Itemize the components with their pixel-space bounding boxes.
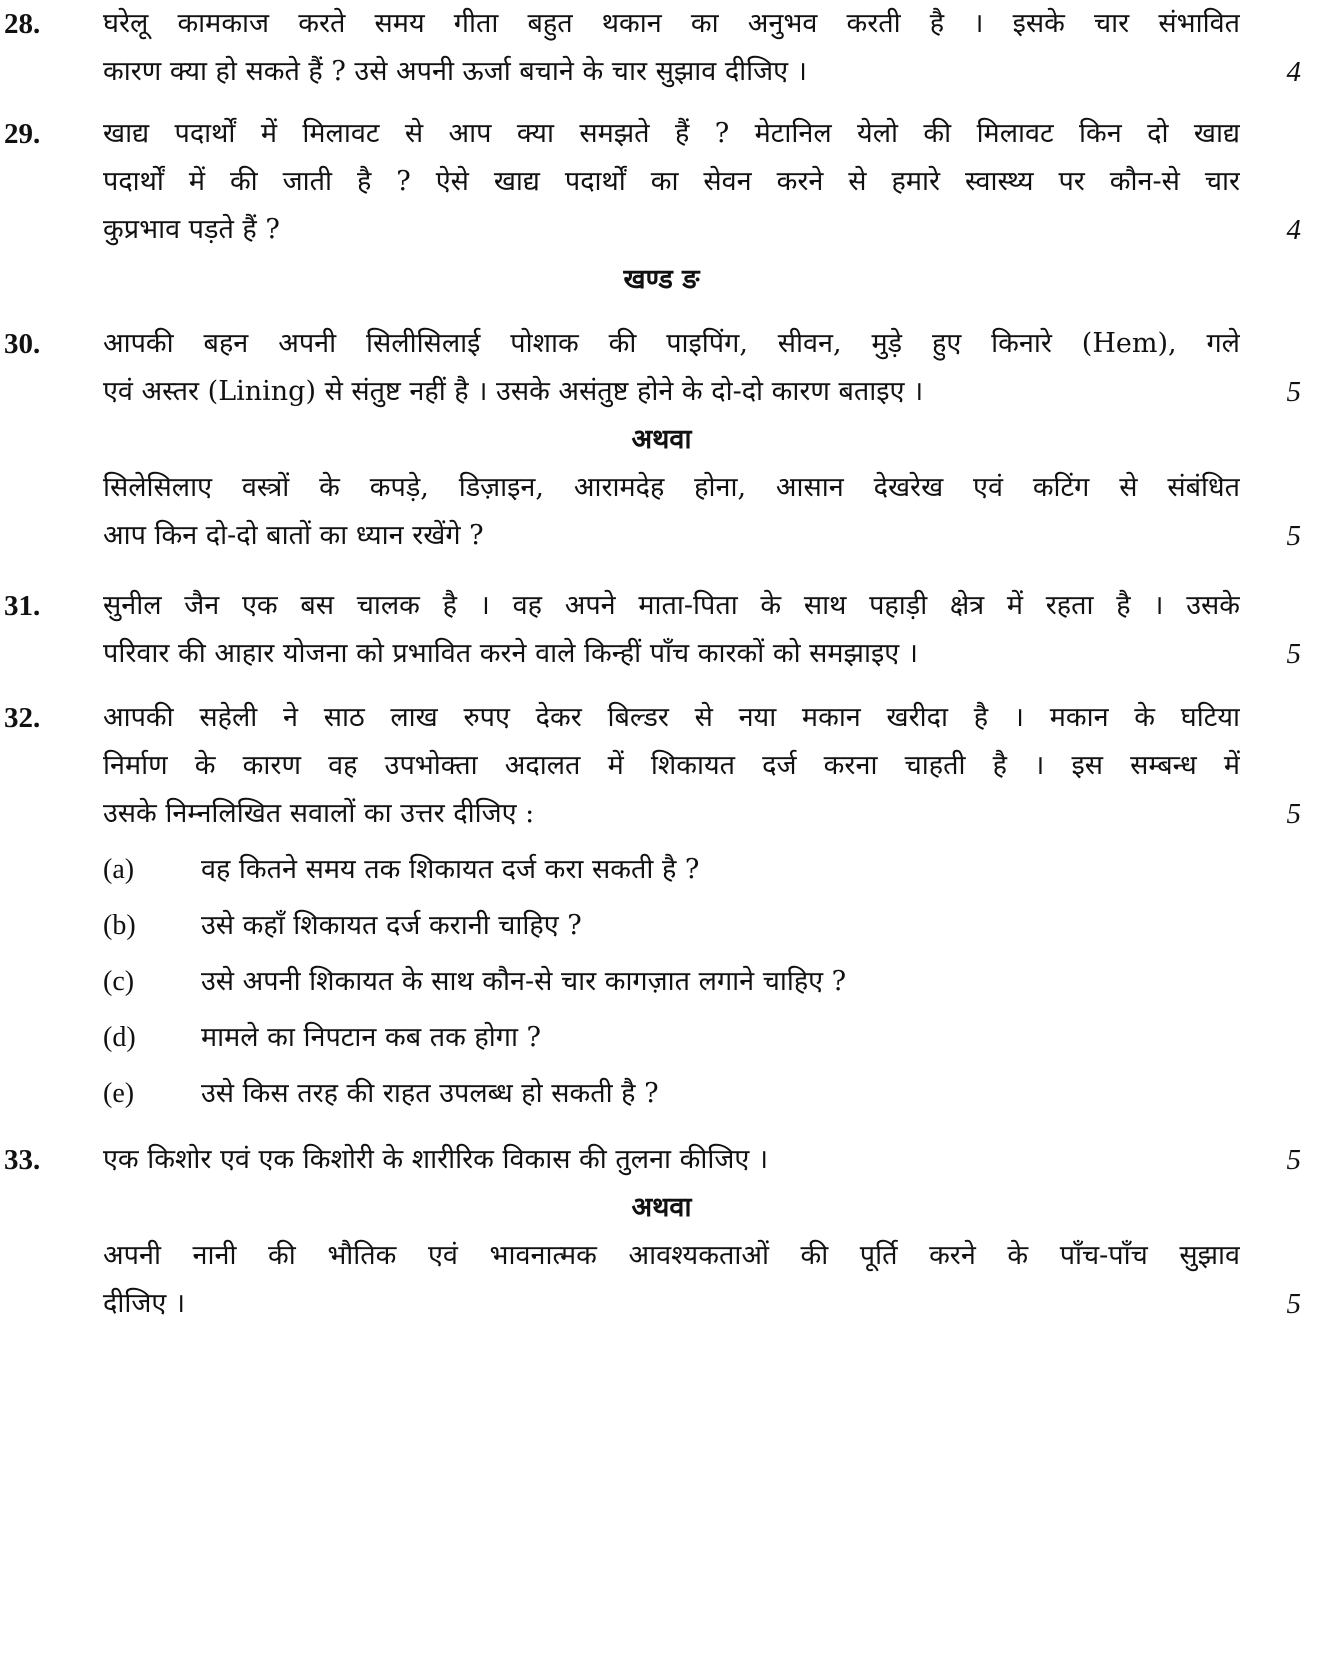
question-number: 30. (4, 328, 41, 360)
text-line: निर्माण के कारण वह उपभोक्ता अदालत में शिकायत दर्ज करना चाहती है । इस सम्बन्ध में (103, 750, 1240, 781)
subpart-text: मामले का निपटान कब तक होगा ? (201, 1022, 541, 1053)
or-label: अथवा (631, 1192, 692, 1223)
subpart-label: (e) (103, 1078, 135, 1109)
question-text (103, 694, 1240, 838)
text-line: खाद्य पदार्थों में मिलावट से आप क्या समझते हैं ? मेटानिल येलो की मिलावट किन दो खाद्य (103, 118, 1240, 149)
subpart-text: वह कितने समय तक शिकायत दर्ज करा सकती है ? (201, 854, 700, 885)
marks: 5 (1286, 376, 1301, 408)
text-line: पदार्थों में की जाती है ? ऐसे खाद्य पदार्थों का सेवन करने से हमारे स्वास्थ्य पर कौन-से चार (103, 166, 1240, 197)
text-line: अपनी नानी की भौतिक एवं भावनात्मक आवश्यकताओं की पूर्ति करने के पाँच-पाँच सुझाव (103, 1240, 1240, 1271)
text-line: घरेलू कामकाज करते समय गीता बहुत थकान का अनुभव करती है । इसके चार संभावित (103, 8, 1240, 39)
marks: 4 (1286, 214, 1301, 246)
subpart-label: (b) (103, 910, 136, 941)
subpart-label: (d) (103, 1022, 136, 1053)
marks: 5 (1286, 1144, 1301, 1176)
text-line: सिलेसिलाए वस्त्रों के कपड़े, डिज़ाइन, आरामदेह होना, आसान देखरेख एवं कटिंग से संबंधित (103, 472, 1240, 503)
question-text (103, 1136, 1240, 1184)
text-line: उसके निम्नलिखित सवालों का उत्तर दीजिए : (103, 798, 535, 829)
text-line: एवं अस्तर (Lining) से संतुष्ट नहीं है । उसके असंतुष्ट होने के दो-दो कारण बताइए । (103, 376, 924, 407)
alternative-question-text (103, 1232, 1240, 1328)
marks: 5 (1286, 798, 1301, 830)
text-line: सुनील जैन एक बस चालक है । वह अपने माता-पिता के साथ पहाड़ी क्षेत्र में रहता है । उसके (103, 590, 1240, 621)
question-number: 33. (4, 1144, 41, 1176)
text-line: एक किशोर एवं एक किशोरी के शारीरिक विकास की तुलना कीजिए । (103, 1144, 769, 1175)
alternative-question-text (103, 464, 1240, 560)
question-number: 32. (4, 702, 41, 734)
text-line: दीजिए । (103, 1288, 186, 1319)
subpart-label: (a) (103, 854, 135, 885)
subpart-text: उसे किस तरह की राहत उपलब्ध हो सकती है ? (201, 1078, 659, 1109)
marks: 4 (1286, 56, 1301, 88)
question-text (103, 582, 1240, 678)
subpart-text: उसे अपनी शिकायत के साथ कौन-से चार कागज़ात लगाने चाहिए ? (201, 966, 847, 997)
or-label: अथवा (631, 424, 692, 455)
section-heading: खण्ड ङ (623, 264, 700, 295)
subpart-label: (c) (103, 966, 135, 997)
text-line: आपकी सहेली ने साठ लाख रुपए देकर बिल्डर से नया मकान खरीदा है । मकान के घटिया (103, 702, 1240, 733)
text-line: परिवार की आहार योजना को प्रभावित करने वाले किन्हीं पाँच कारकों को समझाइए । (103, 638, 918, 669)
text-line: आपकी बहन अपनी सिलीसिलाई पोशाक की पाइपिंग, सीवन, मुड़े हुए किनारे (Hem), गले (103, 328, 1240, 359)
subpart-text: उसे कहाँ शिकायत दर्ज करानी चाहिए ? (201, 910, 582, 941)
question-number: 28. (4, 8, 41, 40)
text-line: कुप्रभाव पड़ते हैं ? (103, 214, 280, 245)
question-number: 29. (4, 118, 41, 150)
alt-marks: 5 (1286, 1288, 1301, 1320)
marks: 5 (1286, 638, 1301, 670)
alt-marks: 5 (1286, 520, 1301, 552)
question-text (103, 320, 1240, 416)
question-number: 31. (4, 590, 41, 622)
text-line: आप किन दो-दो बातों का ध्यान रखेंगे ? (103, 520, 484, 551)
question-text (103, 0, 1240, 96)
text-line: कारण क्या हो सकते हैं ? उसे अपनी ऊर्जा बचाने के चार सुझाव दीजिए । (103, 56, 807, 87)
question-text (103, 110, 1240, 254)
